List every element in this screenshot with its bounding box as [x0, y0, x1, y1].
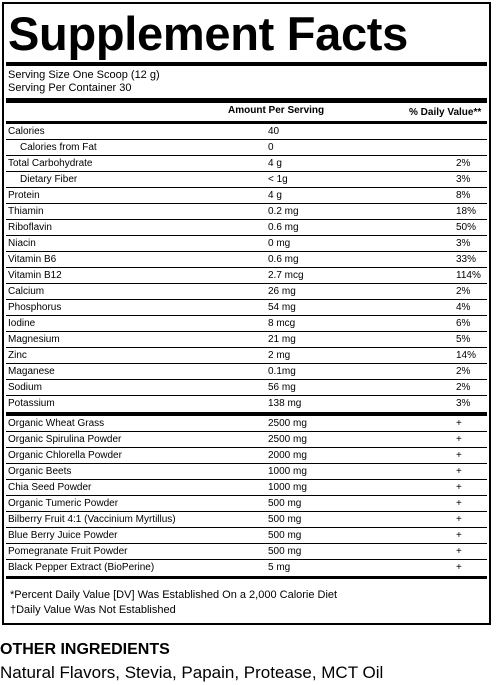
amount-per-serving: 0.6 mg [268, 254, 299, 265]
daily-value: + [456, 418, 462, 429]
daily-value: 114% [456, 270, 481, 281]
nutrient-row [6, 188, 487, 204]
nutrient-row [6, 284, 487, 300]
nutrient-row [6, 252, 487, 268]
blend-row [6, 432, 487, 448]
blend-row [6, 544, 487, 560]
ingredient-name: Calories [8, 126, 45, 137]
amount-per-serving: 0.1mg [268, 366, 296, 377]
nutrient-row [6, 396, 487, 412]
daily-value: 2% [456, 286, 471, 297]
nutrient-row [6, 268, 487, 284]
amount-per-serving: 2500 mg [268, 418, 307, 429]
amount-per-serving: 1000 mg [268, 482, 307, 493]
blend-row [6, 448, 487, 464]
footnote-dv: *Percent Daily Value [DV] Was Established On a 2,000 Calorie Diet [10, 589, 338, 601]
nutrient-row [6, 364, 487, 380]
daily-value: + [456, 498, 462, 509]
ingredient-name: Total Carbohydrate [8, 158, 93, 169]
amount-per-serving: 40 [268, 126, 280, 137]
ingredient-name: Black Pepper Extract (BioPerine) [8, 562, 155, 573]
ingredient-name: Protein [8, 190, 40, 201]
supplement-facts-panel [2, 2, 491, 625]
daily-value-header: % Daily Value** [409, 107, 482, 118]
amount-per-serving: 2000 mg [268, 450, 307, 461]
daily-value: 2% [456, 158, 471, 169]
nutrient-row [6, 300, 487, 316]
amount-per-serving: 0 [268, 142, 274, 153]
nutrient-row [6, 220, 487, 236]
amount-per-serving-header: Amount Per Serving [228, 105, 325, 116]
amount-per-serving: 138 mg [268, 398, 302, 409]
daily-value: + [456, 546, 462, 557]
amount-per-serving: 56 mg [268, 382, 296, 393]
blend-row [6, 496, 487, 512]
blend-table [6, 416, 487, 576]
nutrient-row [6, 172, 487, 188]
ingredient-name: Pomegranate Fruit Powder [8, 546, 128, 557]
ingredient-name: Vitamin B12 [8, 270, 62, 281]
nutrient-row [6, 156, 487, 172]
ingredient-name: Organic Tumeric Powder [8, 498, 119, 509]
blend-row [6, 464, 487, 480]
amount-per-serving: 2 mg [268, 350, 291, 361]
thick-divider [6, 98, 487, 103]
daily-value: + [456, 482, 462, 493]
thick-divider [6, 576, 487, 579]
amount-per-serving: < 1g [268, 174, 288, 185]
panel-title: Supplement Facts [8, 7, 409, 60]
amount-per-serving: 0.6 mg [268, 222, 299, 233]
ingredient-name: Organic Chlorella Powder [8, 450, 122, 461]
daily-value: 4% [456, 302, 471, 313]
daily-value: 33% [456, 254, 477, 265]
daily-value: 3% [456, 174, 471, 185]
ingredient-name: Organic Spirulina Powder [8, 434, 122, 445]
blend-row [6, 528, 487, 544]
amount-per-serving: 26 mg [268, 286, 296, 297]
amount-per-serving: 0 mg [268, 238, 291, 249]
daily-value: + [456, 530, 462, 541]
ingredient-name: Dietary Fiber [20, 174, 78, 185]
blend-row [6, 512, 487, 528]
daily-value: + [456, 450, 462, 461]
nutrient-row [6, 140, 487, 156]
amount-per-serving: 4 g [268, 158, 282, 169]
amount-per-serving: 2.7 mcg [268, 270, 304, 281]
daily-value: 8% [456, 190, 471, 201]
amount-per-serving: 500 mg [268, 546, 302, 557]
serving-size: Serving Size One Scoop (12 g) [8, 69, 160, 81]
nutrient-row [6, 380, 487, 396]
other-ingredients-text: Natural Flavors, Stevia, Papain, Protease, MCT Oil [0, 663, 384, 682]
ingredient-name: Zinc [8, 350, 27, 361]
footnote-not-established: †Daily Value Was Not Established [10, 604, 176, 616]
other-ingredients-title: OTHER INGREDIENTS [0, 641, 170, 658]
amount-per-serving: 1000 mg [268, 466, 307, 477]
ingredient-name: Calories from Fat [20, 142, 97, 153]
daily-value: + [456, 514, 462, 525]
blend-row [6, 560, 487, 576]
blend-row [6, 416, 487, 432]
ingredient-name: Maganese [8, 366, 55, 377]
ingredient-name: Organic Wheat Grass [8, 418, 105, 429]
daily-value: 18% [456, 206, 477, 217]
ingredient-name: Magnesium [8, 334, 60, 345]
amount-per-serving: 500 mg [268, 514, 302, 525]
nutrient-row [6, 124, 487, 140]
daily-value: 2% [456, 382, 471, 393]
ingredient-name: Blue Berry Juice Powder [8, 530, 118, 541]
amount-per-serving: 54 mg [268, 302, 296, 313]
nutrient-row [6, 348, 487, 364]
thick-divider [6, 62, 487, 66]
amount-per-serving: 4 g [268, 190, 282, 201]
amount-per-serving: 500 mg [268, 530, 302, 541]
ingredient-name: Phosphorus [8, 302, 62, 313]
nutrient-row [6, 236, 487, 252]
daily-value: 14% [456, 350, 477, 361]
ingredient-name: Riboflavin [8, 222, 52, 233]
daily-value: + [456, 466, 462, 477]
amount-per-serving: 2500 mg [268, 434, 307, 445]
daily-value: + [456, 434, 462, 445]
ingredient-name: Potassium [8, 398, 55, 409]
ingredient-name: Organic Beets [8, 466, 72, 477]
ingredient-name: Iodine [8, 318, 36, 329]
blend-row [6, 480, 487, 496]
amount-per-serving: 500 mg [268, 498, 302, 509]
daily-value: 3% [456, 398, 471, 409]
ingredient-name: Chia Seed Powder [8, 482, 92, 493]
amount-per-serving: 0.2 mg [268, 206, 299, 217]
amount-per-serving: 8 mcg [268, 318, 296, 329]
ingredient-name: Thiamin [8, 206, 44, 217]
ingredient-name: Bilberry Fruit 4:1 (Vaccinium Myrtillus) [8, 514, 176, 525]
ingredient-name: Sodium [8, 382, 42, 393]
nutrient-row [6, 204, 487, 220]
ingredient-name: Niacin [8, 238, 36, 249]
ingredient-name: Vitamin B6 [8, 254, 57, 265]
nutrient-row [6, 332, 487, 348]
nutrient-row [6, 316, 487, 332]
daily-value: + [456, 562, 462, 573]
daily-value: 5% [456, 334, 471, 345]
daily-value: 2% [456, 366, 471, 377]
daily-value: 50% [456, 222, 477, 233]
daily-value: 6% [456, 318, 471, 329]
amount-per-serving: 5 mg [268, 562, 291, 573]
amount-per-serving: 21 mg [268, 334, 296, 345]
ingredient-name: Calcium [8, 286, 45, 297]
daily-value: 3% [456, 238, 471, 249]
nutrient-table [6, 124, 487, 412]
servings-per-container: Serving Per Container 30 [8, 82, 132, 94]
